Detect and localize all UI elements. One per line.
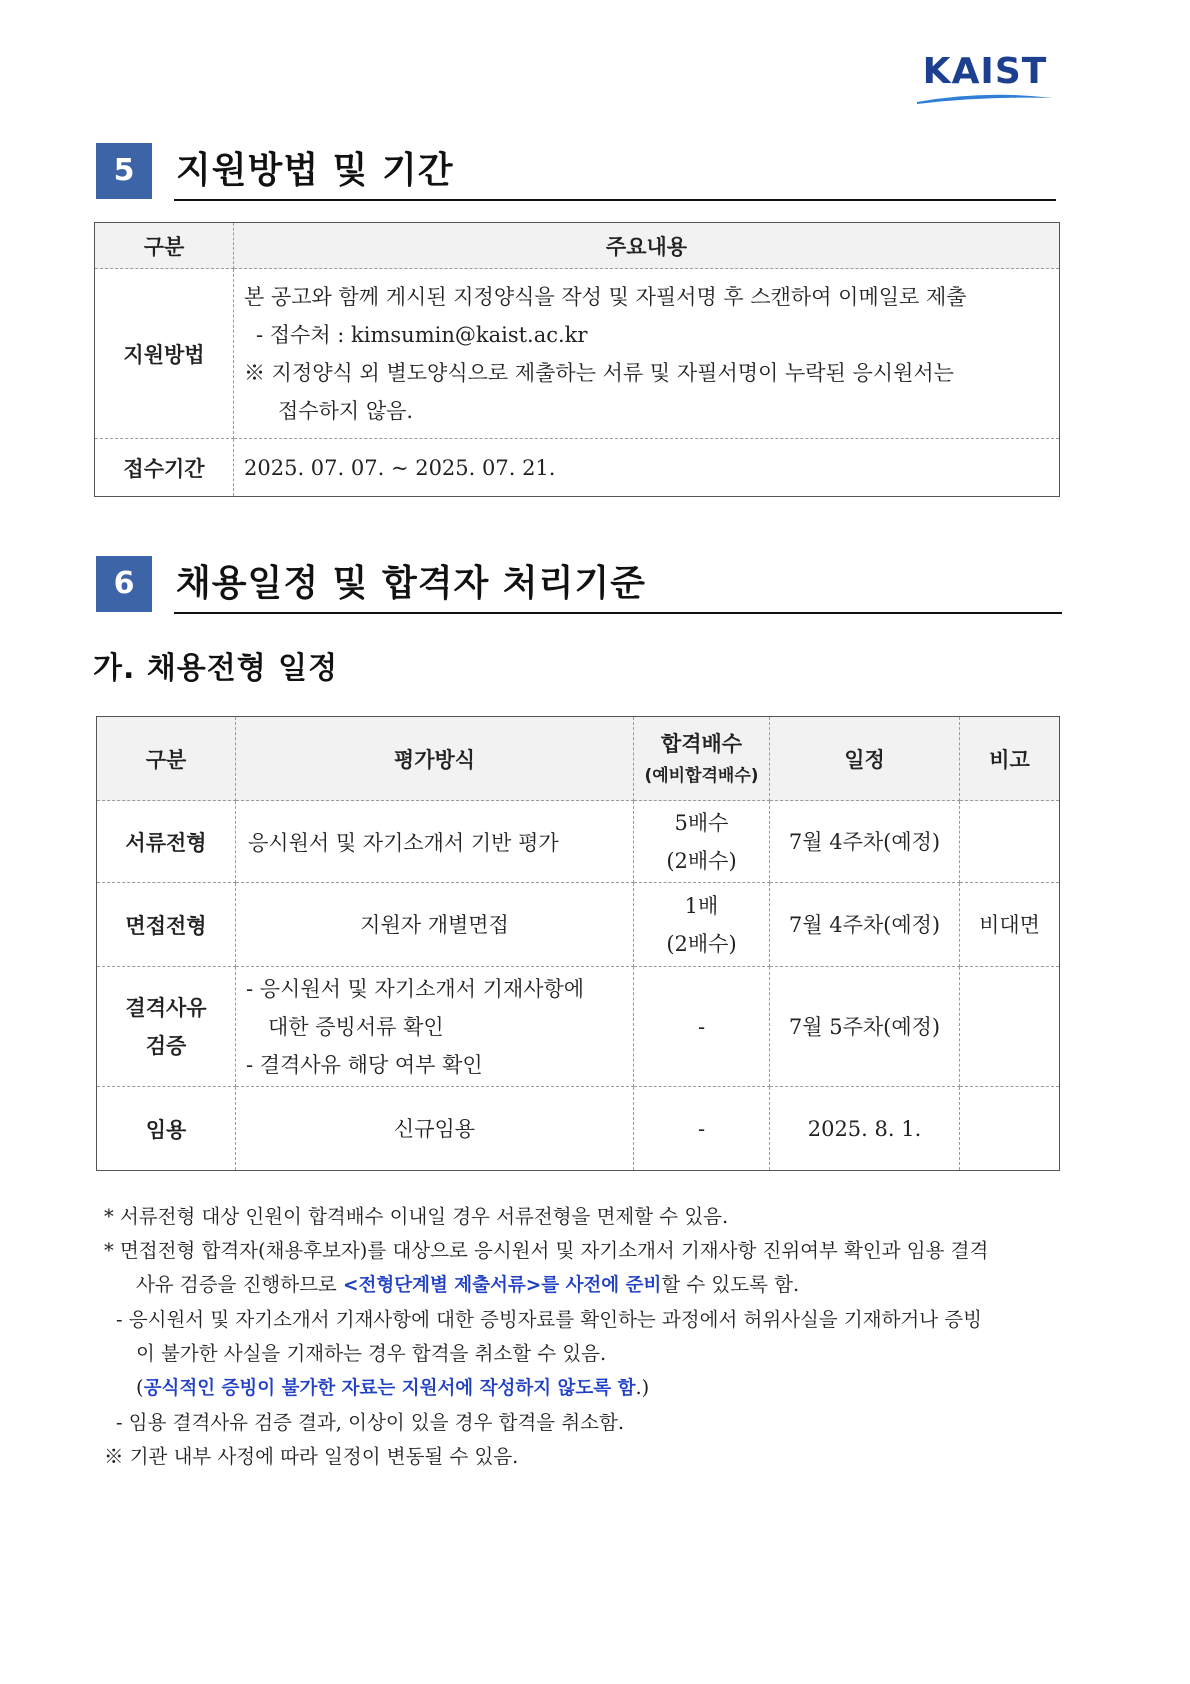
row-schedule: 7월 4주차(예정) bbox=[770, 883, 960, 967]
note-text: .) bbox=[635, 1376, 650, 1399]
kaist-logo bbox=[910, 52, 1060, 112]
period-value: 2025. 07. 07. ~ 2025. 07. 21. bbox=[234, 439, 1060, 497]
note-highlight: <전형단계별 제출서류>를 사전에 준비 bbox=[342, 1275, 662, 1296]
row-ratio-main: 5배수 bbox=[674, 810, 729, 835]
row-category bbox=[97, 967, 236, 1087]
note-text: ( bbox=[136, 1376, 144, 1399]
row-remark bbox=[960, 967, 1060, 1087]
schedule-subtitle: 가. 채용전형 일정 bbox=[93, 651, 339, 686]
row-ratio bbox=[634, 801, 770, 883]
table-row bbox=[97, 1087, 1060, 1171]
period-label: 접수기간 bbox=[95, 439, 234, 497]
row-remark bbox=[960, 1087, 1060, 1171]
note-line bbox=[104, 1371, 1064, 1406]
section-6-number: 6 bbox=[96, 556, 152, 612]
section-6-title: 채용일정 및 합격자 처리기준 bbox=[176, 563, 646, 604]
row-category: 면접전형 bbox=[97, 883, 236, 967]
row-method-line: 대한 증빙서류 확인 bbox=[268, 1014, 444, 1039]
row-method-line: - 결격사유 해당 여부 확인 bbox=[246, 1052, 483, 1077]
row-remark: 비대면 bbox=[960, 883, 1060, 967]
row-method bbox=[236, 967, 634, 1087]
section-5-number: 5 bbox=[96, 143, 152, 199]
note-line: - 임용 결격사유 검증 결과, 이상이 있을 경우 합격을 취소함. bbox=[116, 1411, 625, 1434]
recruitment-schedule-table bbox=[96, 716, 1060, 1171]
method-line: ※ 지정양식 외 별도양식으로 제출하는 서류 및 자필서명이 누락된 응시원서는 bbox=[244, 360, 954, 385]
schedule-notes bbox=[104, 1200, 1064, 1474]
row-remark bbox=[960, 801, 1060, 883]
header-method: 평가방식 bbox=[236, 717, 634, 801]
method-line: - 접수처 : kimsumin@kaist.ac.kr bbox=[256, 322, 588, 347]
header-remark: 비고 bbox=[960, 717, 1060, 801]
row-category: 임용 bbox=[97, 1087, 236, 1171]
table-header-category: 구분 bbox=[95, 223, 234, 269]
note-text: 할 수 있도록 함. bbox=[661, 1273, 800, 1296]
row-ratio-sub: (2배수) bbox=[666, 848, 737, 873]
note-line: - 응시원서 및 자기소개서 기재사항에 대한 증빙자료를 확인하는 과정에서 허위사실을 기재하거나 증빙 bbox=[116, 1308, 982, 1331]
section-6-heading bbox=[96, 556, 1062, 614]
logo-swoosh-icon bbox=[915, 92, 1055, 106]
row-schedule: 7월 4주차(예정) bbox=[770, 801, 960, 883]
row-category-line: 결격사유 bbox=[125, 995, 207, 1020]
row-ratio: - bbox=[634, 967, 770, 1087]
logo-text: KAIST bbox=[922, 51, 1048, 92]
header-ratio-sub: (예비합격배수) bbox=[644, 765, 759, 786]
header-schedule: 일정 bbox=[770, 717, 960, 801]
table-row bbox=[97, 801, 1060, 883]
note-text: 사유 검증을 진행하므로 bbox=[136, 1273, 343, 1296]
table-row bbox=[97, 967, 1060, 1087]
method-label: 지원방법 bbox=[95, 269, 234, 439]
header-category: 구분 bbox=[97, 717, 236, 801]
row-category: 서류전형 bbox=[97, 801, 236, 883]
row-method: 지원자 개별면접 bbox=[236, 883, 634, 967]
row-schedule: 2025. 8. 1. bbox=[770, 1087, 960, 1171]
row-method-line: - 응시원서 및 자기소개서 기재사항에 bbox=[246, 976, 585, 1001]
note-line: ※ 기관 내부 사정에 따라 일정이 변동될 수 있음. bbox=[104, 1445, 519, 1468]
note-line: * 면접전형 합격자(채용후보자)를 대상으로 응시원서 및 자기소개서 기재사항 진위여부 확인과 임용 결격 bbox=[104, 1239, 989, 1262]
section-5-rule bbox=[174, 199, 1056, 201]
row-ratio-sub: (2배수) bbox=[666, 931, 737, 956]
method-line: 본 공고와 함께 게시된 지정양식을 작성 및 자필서명 후 스캔하여 이메일로 제출 bbox=[244, 284, 967, 309]
table-header-content: 주요내용 bbox=[234, 223, 1060, 269]
row-method: 신규임용 bbox=[236, 1087, 634, 1171]
row-category-line: 검증 bbox=[145, 1033, 187, 1058]
row-schedule: 7월 5주차(예정) bbox=[770, 967, 960, 1087]
application-method-table bbox=[94, 222, 1060, 497]
header-ratio bbox=[634, 717, 770, 801]
header-ratio-main: 합격배수 bbox=[660, 731, 743, 756]
note-line: * 서류전형 대상 인원이 합격배수 이내일 경우 서류전형을 면제할 수 있음. bbox=[104, 1205, 729, 1228]
note-highlight: 공식적인 증빙이 불가한 자료는 지원서에 작성하지 않도록 함 bbox=[143, 1378, 636, 1399]
method-line: 접수하지 않음. bbox=[278, 398, 414, 423]
note-line: 이 불가한 사실을 기재하는 경우 합격을 취소할 수 있음. bbox=[136, 1342, 607, 1365]
section-5-heading bbox=[96, 143, 1056, 201]
section-5-title: 지원방법 및 기간 bbox=[176, 150, 454, 191]
method-content bbox=[234, 269, 1060, 439]
row-ratio-main: 1배 bbox=[684, 893, 719, 918]
note-line bbox=[104, 1268, 1064, 1303]
row-method: 응시원서 및 자기소개서 기반 평가 bbox=[236, 801, 634, 883]
section-6-rule bbox=[174, 612, 1062, 614]
row-ratio: - bbox=[634, 1087, 770, 1171]
table-row bbox=[97, 883, 1060, 967]
row-ratio bbox=[634, 883, 770, 967]
